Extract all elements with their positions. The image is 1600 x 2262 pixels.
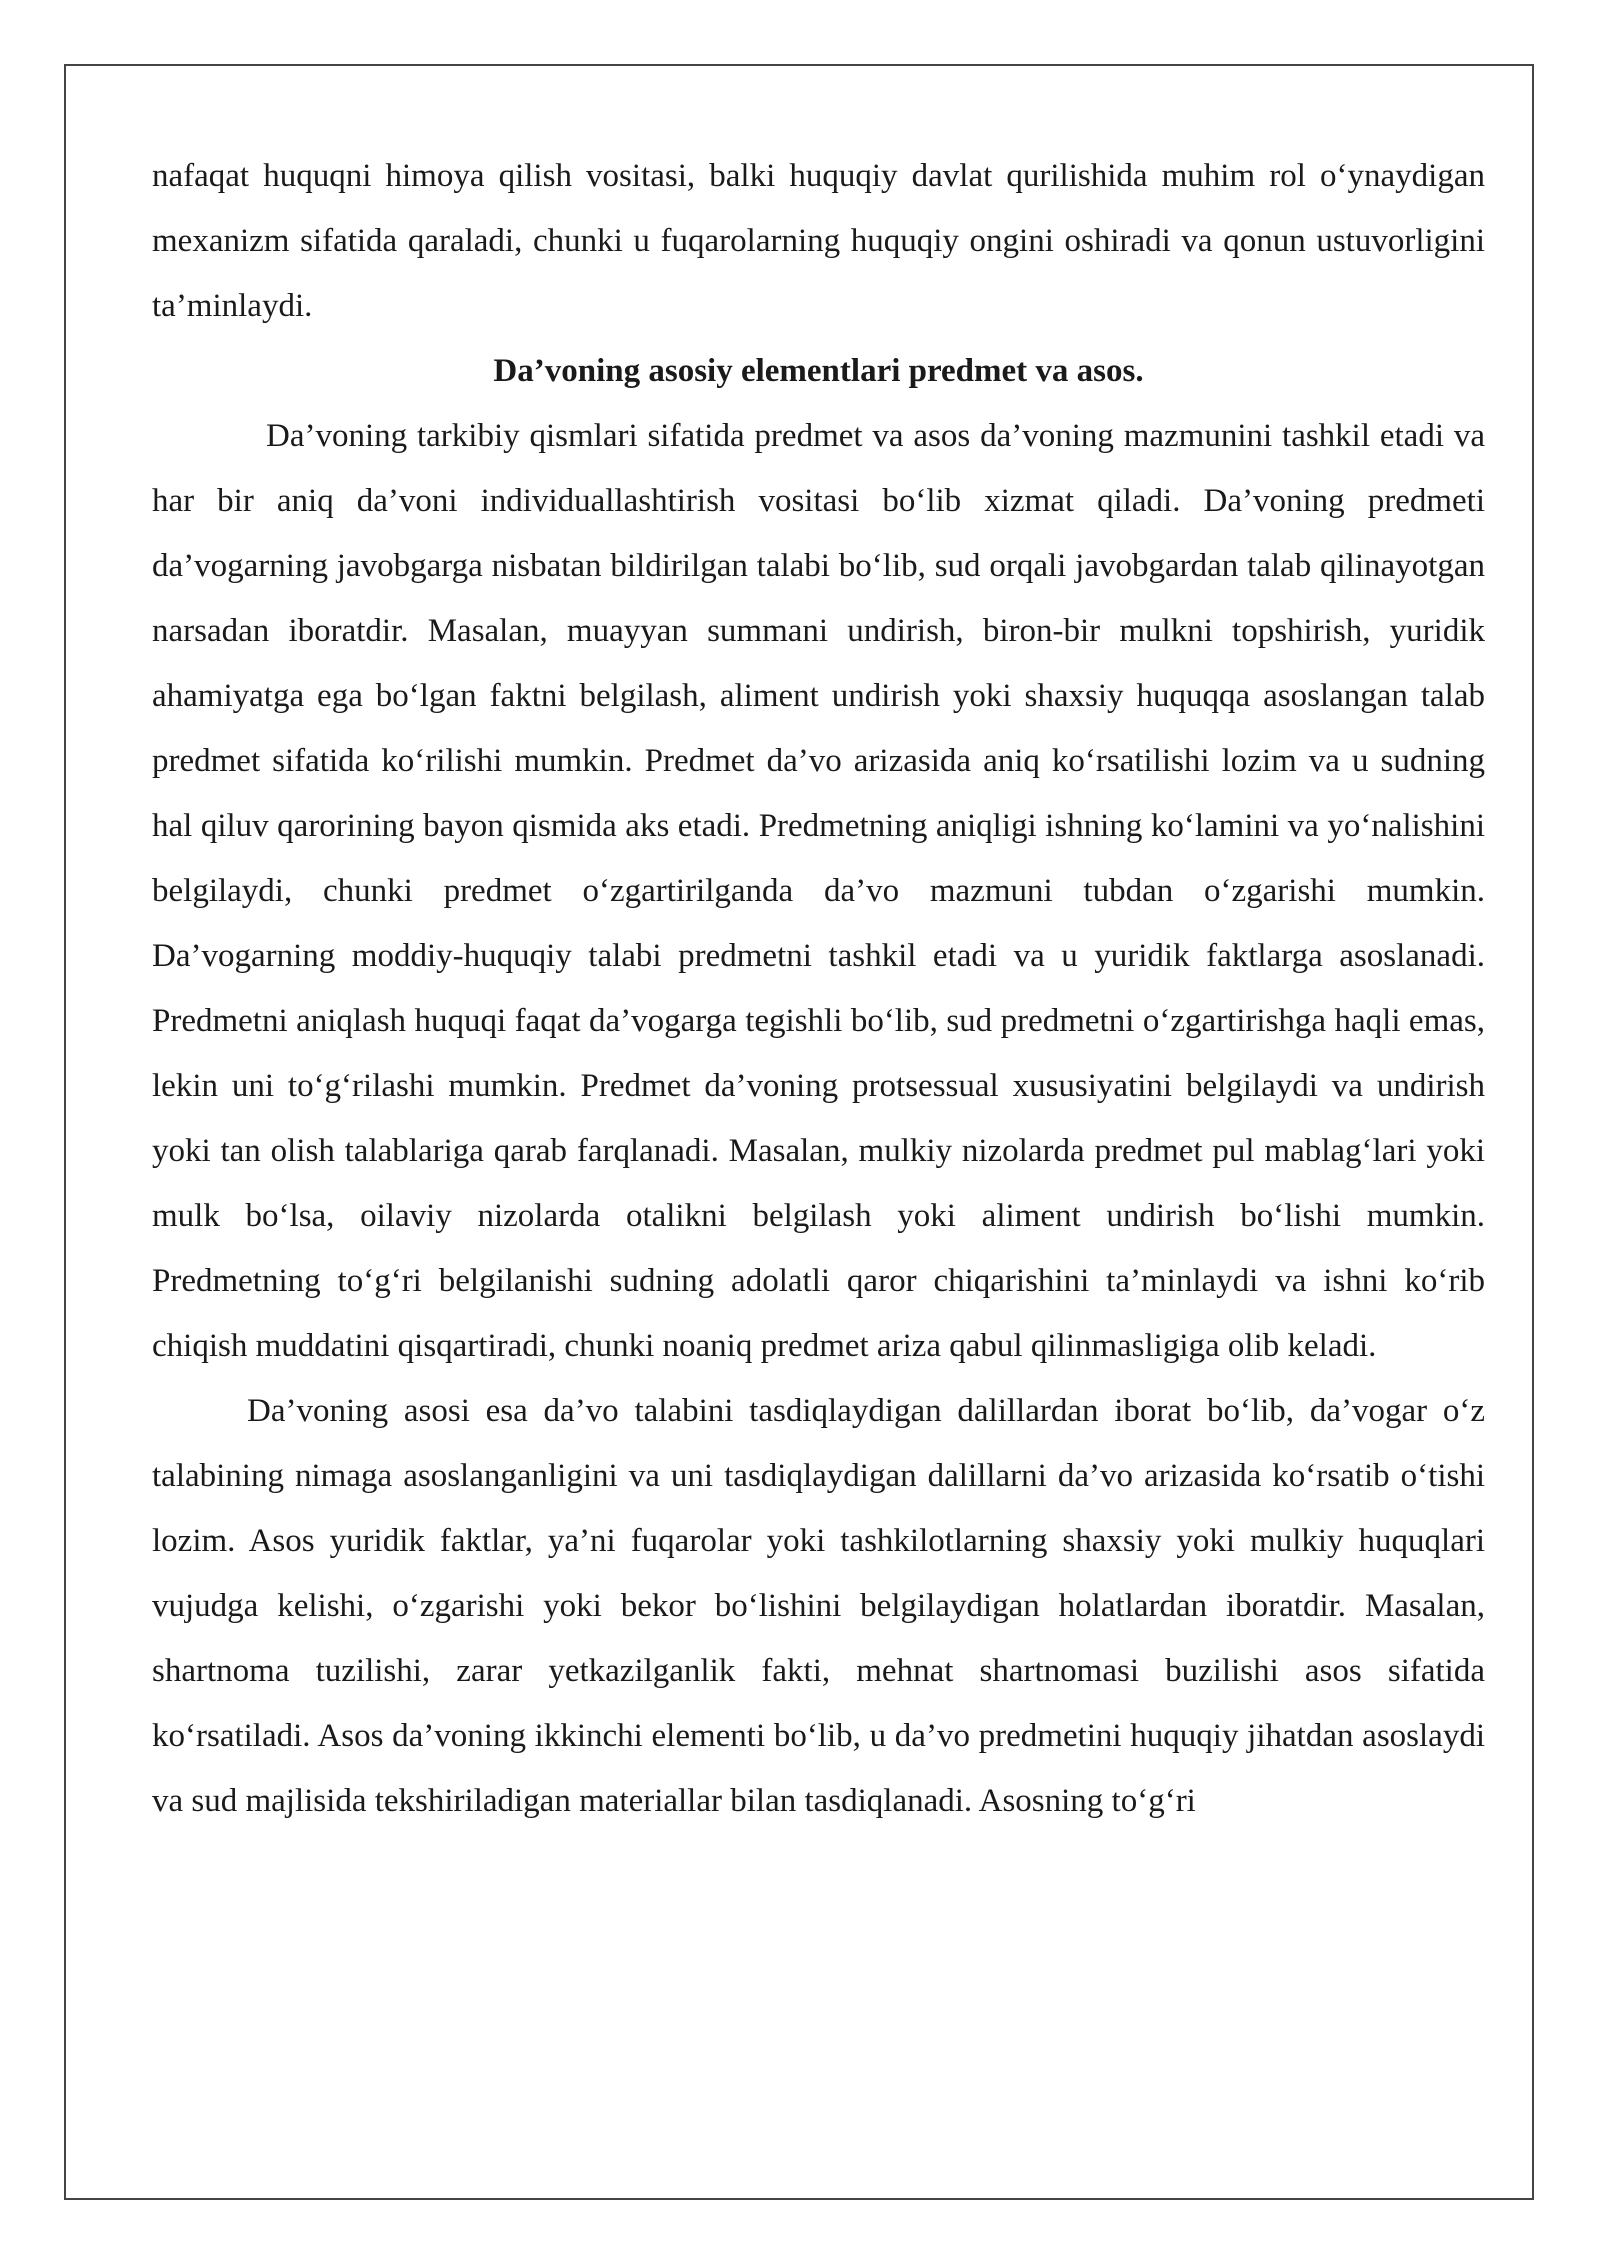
paragraph-predmet: Da’voning tarkibiy qismlari sifatida predmet va asos da’voning mazmunini tashkil etadi va har bir aniq da’voni individuallashtirish vositasi bo‘lib xizmat qiladi. Da’voning predmeti da’vogarning javobgarga nisbatan bildirilgan talabi bo‘lib, sud orqali javobgardan talab qilinayotgan narsadan iboratdir. Masalan, muayyan summani undirish, biron-bir mulkni topshirish, yuridik ahamiyatga ega bo‘lgan faktni belgilash, aliment undirish yoki shaxsiy huquqqa asoslangan talab predmet sifatida ko‘rilishi mumkin. Predmet da’vo arizasida aniq ko‘rsatilishi lozim va u sudning hal qiluv qarorining bayon qismida aks etadi. Predmetning aniqligi ishning ko‘lamini va yo‘nalishini belgilaydi, chunki predmet o‘zgartirilganda da’vo mazmuni tubdan o‘zgarishi mumkin. Da’vogarning moddiy-huquqiy talabi predmetni tashkil etadi va u yuridik faktlarga asoslanadi. Predmetni aniqlash huquqi faqat da’vogarga tegishli bo‘lib, sud predmetni o‘zgartirishga haqli emas, lekin uni to‘g‘rilashi mumkin. Predmet da’voning protsessual xususiyatini belgilaydi va undirish yoki tan olish talablariga qarab farqlanadi. Masalan, mulkiy nizolarda predmet pul mablag‘lari yoki mulk bo‘lsa, oilaviy nizolarda otalikni belgilash yoki aliment undirish bo‘lishi mumkin. Predmetning to‘g‘ri belgilanishi sudning adolatli qaror chiqarishini ta’minlaydi va ishni ko‘rib chiqish muddatini qisqartiradi, chunki noaniq predmet ariza qabul qilinmasligiga olib keladi. <box>152 418 1485 1364</box>
paragraph-asos: Da’voning asosi esa da’vo talabini tasdiqlaydigan dalillardan iborat bo‘lib, da’vogar o‘z talabining nimaga asoslanganligini va uni tasdiqlaydigan dalillarni da’vo arizasida ko‘rsatib o‘tishi lozim. Asos yuridik faktlar, ya’ni fuqarolar yoki tashkilotlarning shaxsiy yoki mulkiy huquqlari vujudga kelishi, o‘zgarishi yoki bekor bo‘lishini belgilaydigan holatlardan iboratdir. Masalan, shartnoma tuzilishi, zarar yetkazilganlik fakti, mehnat shartnomasi buzilishi asos sifatida ko‘rsatiladi. Asos da’voning ikkinchi elementi bo‘lib, u da’vo predmetini huquqiy jihatdan asoslaydi va sud majlisida tekshiriladigan materiallar bilan tasdiqlanadi. Asosning to‘g‘ri <box>152 1393 1485 1819</box>
document-body <box>152 144 1485 1834</box>
section-heading: Da’voning asosiy elementlari predmet va asos. <box>493 353 1144 389</box>
paragraph-continued: nafaqat huquqni himoya qilish vositasi, balki huquqiy davlat qurilishida muhim rol o‘ynaydigan mexanizm sifatida qaraladi, chunki u fuqarolarning huquqiy ongini oshiradi va qonun ustuvorligini ta’minlaydi. <box>152 158 1485 324</box>
